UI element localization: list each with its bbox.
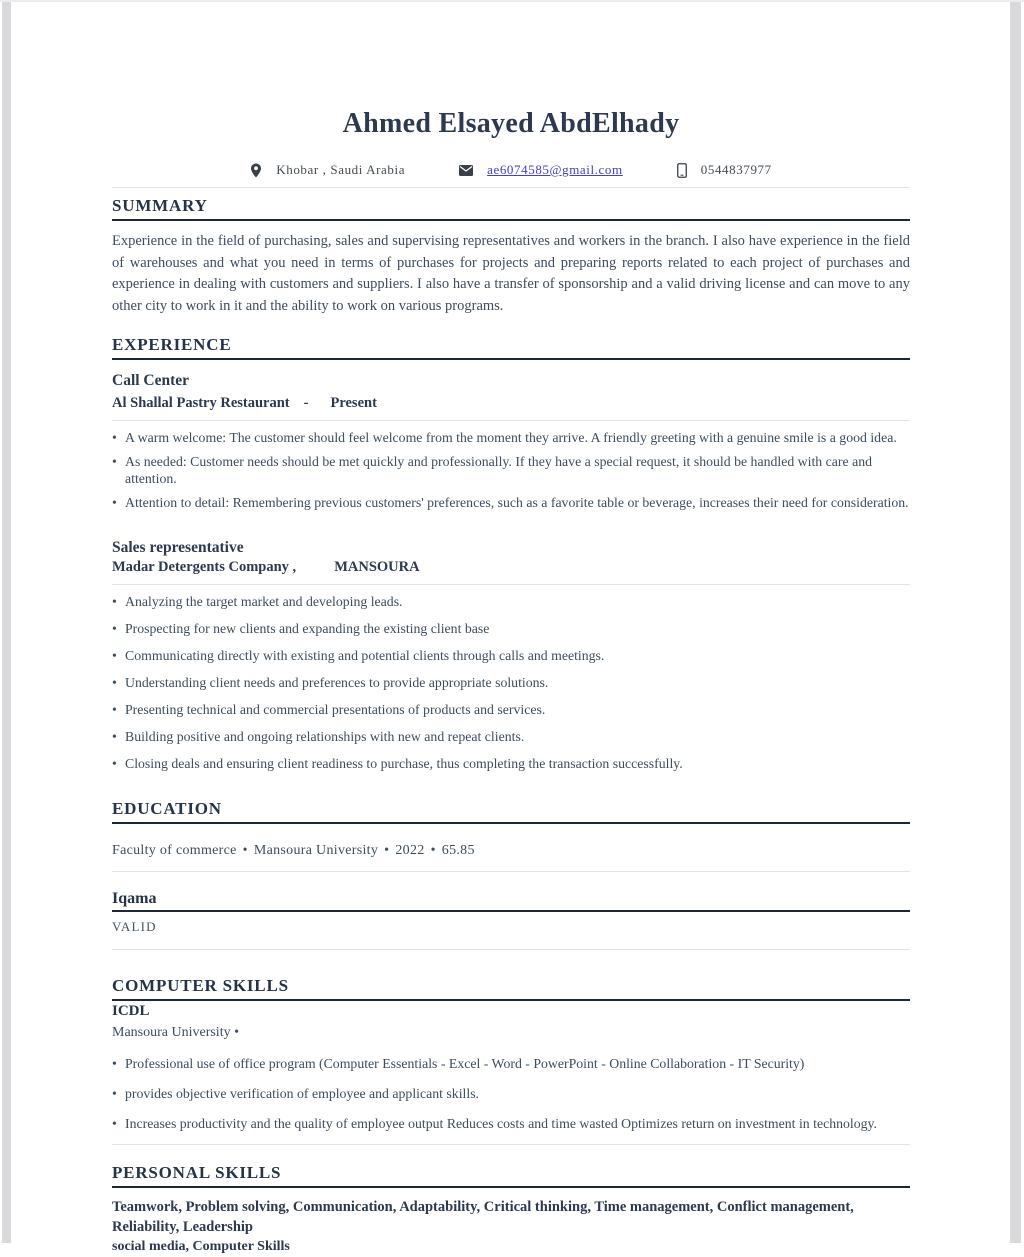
contact-phone-text: 0544837977	[700, 162, 772, 177]
envelope-icon	[459, 165, 473, 176]
page-edge-left	[2, 0, 11, 1243]
education-separator: •	[242, 843, 248, 858]
job-bullet: • Prospecting for new clients and expanding the existing client base	[112, 620, 910, 638]
job-bullet: • As needed: Customer needs should be met quickly and professionally. If they have a special request, it should be handled with care and attention.	[112, 453, 910, 488]
job-company: Madar Detergents Company ,	[112, 559, 297, 575]
education-entry	[112, 843, 910, 872]
header-divider	[112, 187, 910, 188]
education-separator: •	[384, 843, 390, 858]
computer-skills-institution: Mansoura University •	[112, 1025, 239, 1040]
computer-skills-heading: COMPUTER SKILLS	[112, 976, 910, 1001]
computer-skills-bullet-list	[112, 1053, 910, 1135]
page-edge-top	[0, 0, 1024, 2]
job-bullet: • Building positive and ongoing relationships with new and repeat clients.	[112, 728, 910, 746]
computer-skills-bullet: • Increases productivity and the quality of employee output Reduces costs and time wasted Optimizes return on investment in technology.	[112, 1113, 910, 1135]
iqama-heading: Iqama	[112, 890, 910, 912]
job-bullet: • Communicating directly with existing and potential clients through calls and meetings.	[112, 647, 910, 665]
contact-email	[459, 162, 623, 178]
job-date: Present	[330, 395, 377, 411]
job-bullet: • Attention to detail: Remembering previous customers' preferences, such as a favorite table or beverage, increases their need for consideration.	[112, 494, 910, 512]
page-edge-right	[1010, 0, 1021, 1243]
personal-skills-line2: social media, Computer Skills	[112, 1239, 290, 1254]
education-grade: 65.85	[441, 843, 475, 858]
job-date: MANSOURA	[334, 559, 420, 575]
job-bullet: • Closing deals and ensuring client readiness to purchase, thus completing the transaction successfully.	[112, 755, 910, 773]
job-bullet: • Understanding client needs and preferences to provide appropriate solutions.	[112, 674, 910, 692]
job-meta	[112, 395, 910, 421]
contact-phone	[677, 162, 772, 178]
education-year: 2022	[395, 843, 425, 858]
job-bullet: • A warm welcome: The customer should feel welcome from the moment they arrive. A friendly greeting with a genuine smile is a good idea.	[112, 429, 910, 447]
education-heading: EDUCATION	[112, 799, 910, 824]
location-pin-icon	[250, 163, 262, 178]
job-company: Al Shallal Pastry Restaurant	[112, 395, 290, 411]
computer-skills-bullet: • provides objective verification of employee and applicant skills.	[112, 1083, 910, 1104]
job-separator: -	[303, 395, 309, 411]
personal-skills-heading: PERSONAL SKILLS	[112, 1163, 910, 1188]
personal-skills-line1: Teamwork, Problem solving, Communication, Adaptability, Critical thinking, Time management, Conflict management, Reliability, Leadership	[112, 1199, 854, 1235]
summary-heading: SUMMARY	[112, 196, 910, 221]
job-bullet: • Analyzing the target market and developing leads.	[112, 593, 910, 611]
computer-skills-bullet: • Professional use of office program (Computer Essentials - Excel - Word - PowerPoint - Online Collaboration - IT Security)	[112, 1053, 910, 1074]
experience-heading: EXPERIENCE	[112, 335, 910, 360]
computer-skills-certificate: ICDL	[112, 1003, 150, 1019]
job-bullet-list	[112, 593, 910, 773]
education-institution: Mansoura University	[253, 843, 379, 858]
job-meta	[112, 559, 910, 585]
contact-row	[112, 162, 910, 178]
summary-paragraph: Experience in the field of purchasing, sales and supervising representatives and workers in the branch. I also have experience in the field of warehouses and what you need in terms of purchases for projects and preparing reports related to each project of purchases and experience in dealing with customers and suppliers. I also have a transfer of sponsorship and a valid driving license and can move to any other city to work in it and the ability to work on various programs.	[112, 233, 910, 314]
job-title: Call Center	[112, 372, 190, 389]
computer-skills-divider	[112, 1144, 910, 1145]
education-separator: •	[430, 843, 436, 858]
education-degree: Faculty of commerce	[112, 843, 237, 858]
job-title: Sales representative	[112, 539, 244, 556]
contact-location	[250, 162, 405, 178]
email-link[interactable]: ae6074585@gmail.com	[487, 162, 623, 177]
iqama-status: VALID	[112, 919, 910, 950]
job-bullet: • Presenting technical and commercial presentations of products and services.	[112, 701, 910, 719]
mobile-phone-icon	[677, 163, 687, 178]
job-bullet-list	[112, 429, 910, 511]
personal-skills-text	[112, 1198, 910, 1257]
candidate-name: Ahmed Elsayed AbdElhady	[342, 108, 680, 139]
contact-location-text: Khobar , Saudi Arabia	[276, 162, 406, 177]
